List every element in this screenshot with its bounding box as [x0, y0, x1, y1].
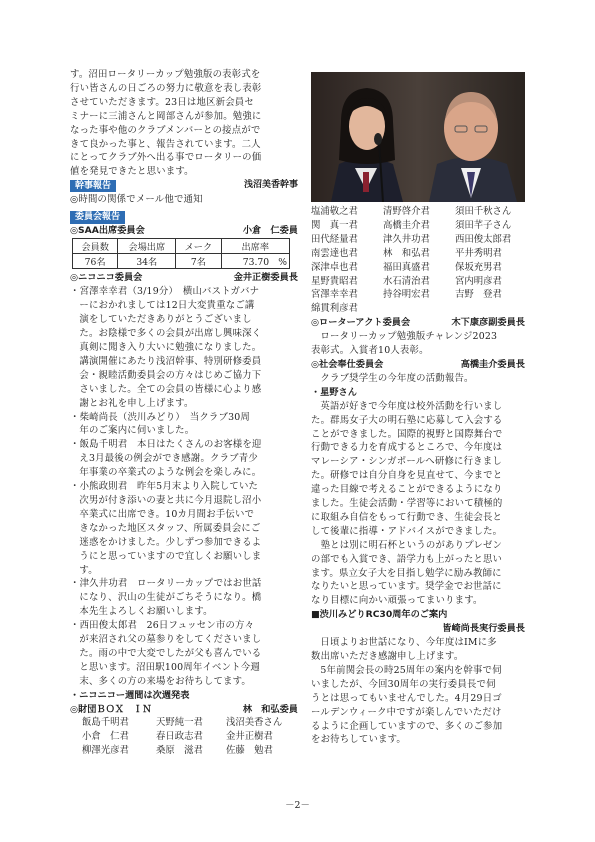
member-name: 塩浦敬之君	[311, 206, 358, 217]
text-line: して後輩に指導・アドバイスができました。	[311, 525, 503, 537]
saa-person: 小倉 仁委員	[242, 224, 298, 236]
niko-bullets	[70, 285, 298, 688]
member-name: 高橋圭介君	[383, 219, 430, 231]
text-line: 行動できる力を育成するところで、今年度は	[311, 442, 503, 454]
text-line: 違った目線で考えることができるようになり	[311, 484, 503, 496]
text-line: た。雨の中で大変でしたが父も喜んでいる	[79, 647, 262, 659]
text-line: ールデンウィーク中ですが楽しんでいただけ	[311, 706, 502, 718]
text-line: 数出席いただき感謝申し上げます。	[311, 651, 464, 662]
text-line: 年事業の卒業式のような例会を楽しみに。	[79, 467, 262, 479]
text-line: 値を発見できたと思います。	[70, 166, 194, 178]
box-person: 林 和弘委員	[242, 703, 298, 715]
member-name: 西田俊太郎君	[455, 233, 512, 245]
attendance-header-members: 会員数	[73, 239, 118, 254]
text-line: いましたが、今回30周年の実行委員長で伺	[311, 678, 496, 690]
text-line: ・柴崎尚長（渋川みどり） 当クラブ30周	[70, 411, 250, 423]
member-name: 天野純一君	[156, 717, 203, 729]
box-title: ◎財団ＢＯＸ ＩＮ	[70, 703, 152, 715]
member-name: 宮澤幸幸君	[311, 289, 358, 301]
member-name: 星野貴昭君	[311, 275, 358, 287]
intro-text	[70, 68, 298, 179]
text-line: 表彰式。入賞者10人表彰。	[311, 345, 429, 357]
rotaract-person: 木下康彦副委員長	[451, 317, 525, 329]
text-line: なり目標に向かい頑張ってまいります。	[311, 595, 483, 607]
member-name: 小倉 仁君	[82, 731, 129, 743]
box-names	[70, 716, 298, 758]
secretary-name: 浅沼美香幹事	[243, 180, 298, 191]
text-line: るように企画していますので、多くのご参加	[311, 720, 503, 732]
text-line: ・津久井功君 ロータリーカップではお世話	[70, 578, 262, 590]
text-line: なりたいと思っています。奨学金でお世話に	[311, 581, 502, 593]
table-row	[73, 254, 290, 269]
text-line: になり、沢山の生徒がごちそうになり。橋	[79, 592, 262, 604]
member-name: 田代経量君	[311, 233, 358, 245]
list-item	[70, 480, 298, 577]
text-line: す。	[79, 564, 98, 576]
text-line: に取組み自信をもって行動でき、生徒会長と	[311, 511, 503, 523]
saa-header	[70, 224, 298, 238]
text-line: ーにおかれましては12日大変貴重なご講	[79, 300, 255, 312]
box-header	[70, 703, 298, 717]
photo-illustration	[311, 72, 525, 202]
text-line: さいました。全ての会員の皆様に心より感	[79, 383, 262, 395]
member-name: 津久井功君	[383, 233, 430, 245]
member-name: 保坂充男君	[455, 261, 502, 273]
event-photo	[311, 72, 525, 202]
niko-header	[70, 271, 298, 285]
text-line: 謝とお礼を申し上げます。	[79, 397, 194, 409]
text-line: クラブ奨学生の今年度の活動報告。	[320, 372, 474, 384]
member-name: 深津卓也君	[311, 261, 358, 273]
text-line: ・小熊政則君 昨年5月末より入院していた	[70, 481, 259, 493]
member-name: 林 和弘君	[383, 247, 430, 259]
member-name: 綿貫利彦君	[311, 303, 358, 315]
text-line: が来沼され父の墓参りをしてくださいまし	[79, 634, 262, 646]
member-name: 佐藤 勉君	[226, 745, 273, 757]
text-line: え3月最後の例会ができ感謝。クラブ青少	[79, 453, 258, 465]
secretary-report-label: 幹事報告	[70, 180, 116, 193]
text-line: と思います。沼田駅100周年イベント今週	[79, 661, 260, 673]
text-line: 5年前関会長の時25周年の案内を幹事で伺	[320, 664, 502, 676]
left-column	[70, 68, 298, 758]
attendance-members: 76名	[73, 254, 118, 269]
text-line: マレーシア・シンガポールへ研修に行きまし	[311, 456, 502, 468]
social-title: ◎社会奉仕委員会	[311, 358, 384, 370]
text-line: 年のご案内に伺いました。	[79, 425, 195, 437]
member-name: 水石清治君	[383, 275, 430, 287]
member-name: 浅沼美香さん	[226, 717, 283, 729]
anniversary-person: 皆崎尚長実行委員長	[442, 623, 525, 635]
text-line: た。お陰様で多くの会員が出席し興味深く	[79, 328, 262, 340]
hoshino-text	[311, 400, 525, 609]
list-item	[70, 411, 298, 439]
member-name: 柳澤光彦君	[82, 745, 129, 757]
text-line: 塾とは別に明石杯というのがありプレゼン	[311, 539, 503, 551]
text-line: ・飯島千明君 本日はたくさんのお客様を迎	[70, 439, 262, 451]
member-name: 福田真盛君	[383, 261, 430, 273]
attendance-makeup: 7名	[176, 254, 221, 269]
secretary-report-text: ◎時間の関係でメール他で通知	[70, 194, 203, 206]
text-line: 演をしていただきありがとうございまし	[79, 314, 252, 326]
niko-weekly-note: ・ニコニコー週間は次週発表	[70, 689, 190, 701]
text-line: ます。県立女子大を目指し勉学に励み教師に	[311, 567, 502, 579]
social-header	[311, 358, 525, 372]
text-line: た。研修では自分自身を見直せて、今までと	[311, 470, 503, 482]
text-line: うとは思ってもいませんでした。4月29日ゴ	[311, 692, 502, 704]
text-line: うにと思っていますので宜しくお願いしま	[79, 550, 262, 562]
attendance-venue: 34名	[118, 254, 176, 269]
text-line: ことができました。国際的視野と国際舞台で	[311, 428, 503, 440]
text-line: 末、多くの方の来場をお待ちしてます。	[79, 675, 251, 687]
anniversary-text	[311, 636, 525, 747]
text-line: ・宮澤幸幸君（3/19分） 横山バストガバナ	[70, 286, 260, 298]
member-name: 平井秀明君	[455, 247, 502, 259]
saa-title: ◎SAA出席委員会	[70, 224, 145, 236]
text-line: 真剣に聞き入り大いに勉強になりました。	[79, 342, 262, 353]
text-line: の部でも入賞でき、語学力も上がったと思い	[311, 553, 503, 565]
member-name: 須田芊子さん	[455, 219, 512, 231]
member-name: 清野啓介君	[383, 206, 430, 217]
page-number: －2－	[285, 800, 310, 811]
text-line: ミナーに三浦さんと岡部さんが参加。勉強に	[70, 110, 262, 122]
text-line: ました。生徒会活動・学習等において積極的	[311, 498, 503, 510]
member-name: 桑原 滋君	[156, 745, 203, 757]
attendance-table	[72, 238, 290, 269]
member-name: 宮内明彦君	[455, 275, 502, 287]
attendance-header-rate: 出席率	[221, 239, 289, 254]
text-line: なった事や他のクラブメンバーとの接点がで	[70, 124, 261, 136]
text-line: 迷惑をかけました。少しずつ参加できるよ	[79, 536, 262, 548]
text-line: す。沼田ロータリーカップ勉強版の表彰式を	[70, 69, 261, 80]
text-line: 行い皆さんの日ごろの努力に敬意を表し表彰	[70, 82, 262, 94]
hoshino-title: ・星野さん	[311, 386, 357, 398]
list-item	[70, 619, 298, 689]
text-line: きなかった地区スタッフ、所属委員会にご	[79, 522, 261, 534]
member-name: 吉野 登君	[455, 289, 502, 301]
committee-report-label: 委員会報告	[70, 211, 125, 224]
attendee-names	[311, 205, 525, 316]
text-line: 英語が好きで今年度は校外活動を行いまし	[320, 400, 503, 412]
text-line: にとってクラブ外へ出る事でロータリーの価	[70, 152, 262, 164]
list-item	[70, 438, 298, 480]
member-name: 持谷明宏君	[383, 289, 430, 301]
member-name: 金井正樹君	[226, 731, 273, 743]
right-column	[311, 205, 525, 747]
list-item	[70, 577, 298, 619]
text-line: 本先生よろしくお願いします。	[79, 606, 213, 618]
niko-title: ◎ニコニコ委員会	[70, 272, 143, 284]
anniversary-title: ■渋川みどりRC30周年のご案内	[311, 609, 448, 621]
attendance-header-venue: 会場出席	[118, 239, 176, 254]
text-line: きて良かった事と、報告されています。二人	[70, 138, 261, 150]
member-name: 須田千秋さん	[455, 206, 512, 217]
attendance-header-makeup: メーク	[176, 239, 221, 254]
text-line: ・西田俊太郎君 26日フュッセン市の方々	[70, 620, 255, 632]
text-line: 日頃よりお世話になり、今年度はIMに多	[320, 637, 497, 649]
list-item	[70, 285, 298, 410]
text-line: 会・親睦活動委員会の方々はじめご協力下	[79, 369, 262, 381]
text-line: た。群馬女子大の明石塾に応募して入会する	[311, 414, 503, 426]
secretary-report-header	[70, 179, 298, 193]
member-name: 南雲達也君	[311, 247, 358, 259]
text-line: をお待ちしています。	[311, 734, 406, 746]
text-line: ロータリーカップ勉強版チャレンジ2023	[320, 331, 498, 343]
rotaract-header	[311, 316, 525, 330]
member-name: 飯島千明君	[82, 717, 129, 729]
social-person: 高橋圭介委員長	[460, 358, 525, 370]
text-line: 卒業式に出席でき。10カ月間お手伝いで	[79, 508, 255, 520]
text-line: 次男が付き添いの妻と共に今月退院し沼小	[79, 494, 262, 506]
niko-person: 金井正樹委員長	[233, 272, 298, 284]
member-name: 関 真一君	[311, 219, 358, 231]
member-name: 春日政志君	[156, 731, 203, 743]
text-line: 講演開催にあたり浅沼幹事、特別研修委員	[79, 355, 262, 367]
attendance-rate: 73.70 %	[221, 254, 289, 269]
text-line: させていただきます。23日は地区新会員セ	[70, 96, 254, 108]
rotaract-title: ◎ローターアクト委員会	[311, 317, 411, 329]
table-row	[73, 239, 290, 254]
committee-report-header	[70, 207, 298, 224]
